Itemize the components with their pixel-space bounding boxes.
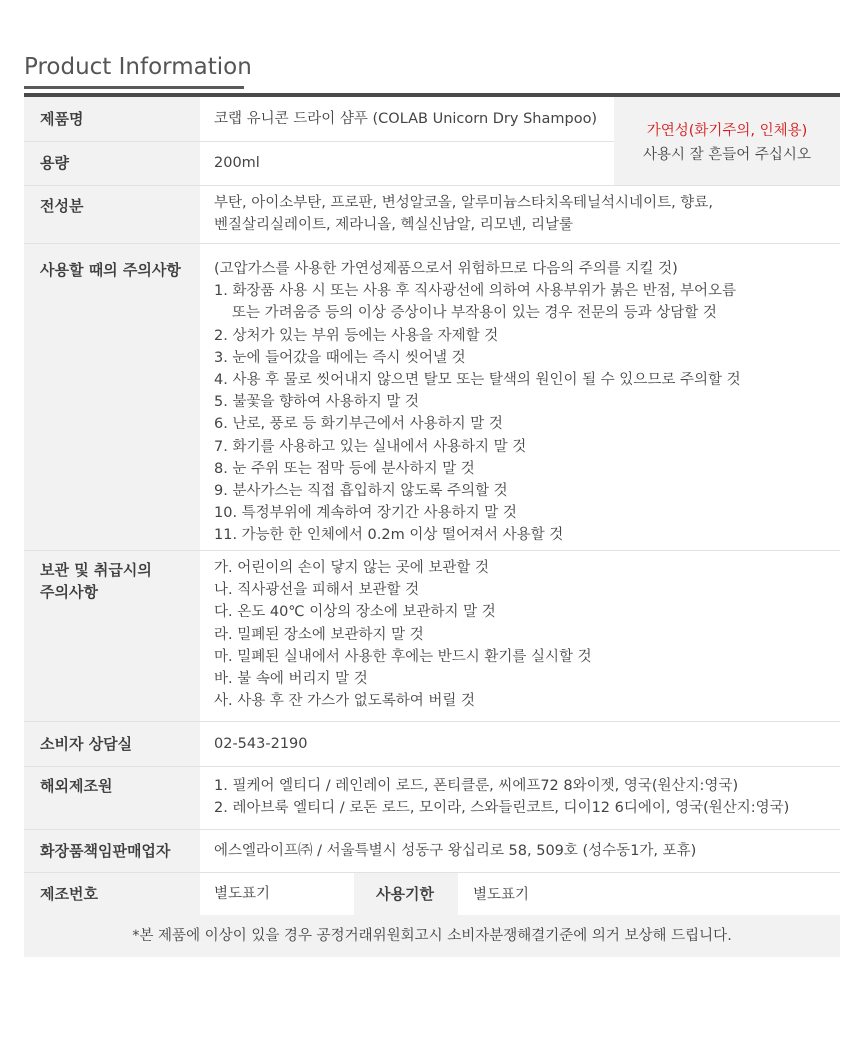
- row-label-cell: [24, 722, 200, 766]
- title-underline: [24, 86, 244, 89]
- row-label-cell: [24, 767, 200, 829]
- caution-side-note: [614, 97, 840, 185]
- caution-line: (고압가스를 사용한 가연성제품으로서 위험하므로 다음의 주의를 지킬 것): [214, 261, 678, 277]
- row-label-cell: [24, 244, 200, 550]
- section-title: Product Information: [24, 54, 252, 80]
- storage-line: 나. 직사광선을 피해서 보관할 것: [214, 582, 420, 599]
- manufacturer-line: 2. 레아브룩 엘티디 / 로돈 로드, 모이라, 스와들린코트, 디이12 6디에이, 영국(원산지:영국): [214, 800, 790, 817]
- row-manufacturer: [24, 767, 840, 830]
- flammable-warning: 가연성(화기주의, 인체용): [646, 123, 808, 139]
- lot-value: 별도표기: [214, 886, 271, 902]
- storage-line: 사. 사용 후 잔 가스가 없도록하여 버릴 것: [214, 693, 475, 710]
- caution-line: 8. 눈 주위 또는 점막 등에 분사하지 말 것: [214, 460, 475, 477]
- expiry-label-cell: [354, 873, 458, 915]
- row-label-cell: [24, 186, 200, 243]
- caution-line: 3. 눈에 들어갔을 때에는 즉시 씻어낼 것: [214, 349, 466, 366]
- caution-line: 5. 불꽃을 향하여 사용하지 말 것: [214, 394, 419, 411]
- row-label-cell: [24, 830, 200, 872]
- consumer-center-label: 소비자 상담실: [40, 735, 133, 753]
- ingredients-label: 전성분: [40, 197, 84, 215]
- row-usage-caution: [24, 244, 840, 551]
- usage-caution-label: 사용할 때의 주의사항: [40, 261, 181, 279]
- ingredients-line: 부탄, 아이소부탄, 프로판, 변성알코올, 알루미늄스타치옥테닐석시네이트, 향료,: [214, 195, 713, 211]
- row-label-cell: [24, 873, 200, 915]
- caution-line: 6. 난로, 풍로 등 화기부근에서 사용하지 말 것: [214, 416, 503, 433]
- manufacturer-list: [214, 775, 789, 819]
- storage-caution-list: [214, 557, 592, 712]
- manufacturer-label: 해외제조원: [40, 777, 113, 795]
- seller-label: 화장품책임판매업자: [40, 842, 171, 860]
- ingredients-line: 벤질살리실레이트, 제라니올, 헥실신남알, 리모넨, 리날룰: [214, 217, 574, 234]
- caution-line: 9. 분사가스는 직접 흡입하지 않도록 주의할 것: [214, 483, 508, 500]
- compensation-notice-text: *본 제품에 이상이 있을 경우 공정거래위원회고시 소비자분쟁해결기준에 의거 보상해 드립니다.: [132, 928, 732, 944]
- storage-line: 다. 온도 40℃ 이상의 장소에 보관하지 말 것: [214, 604, 496, 621]
- storage-line: 가. 어린이의 손이 닿지 않는 곳에 보관할 것: [214, 560, 489, 576]
- volume-value: 200ml: [214, 155, 260, 171]
- expiry-value: 별도표기: [473, 887, 530, 903]
- storage-line: 마. 밀폐된 실내에서 사용한 후에는 반드시 환기를 실시할 것: [214, 648, 592, 665]
- storage-line: 바. 불 속에 버리지 말 것: [214, 671, 368, 688]
- row-lot-expiry: [24, 873, 840, 915]
- storage-line: 라. 밀폐된 장소에 보관하지 말 것: [214, 626, 424, 643]
- storage-caution-label-1: 보관 및 취급시의: [40, 561, 152, 579]
- consumer-center-phone: 02-543-2190: [214, 736, 308, 752]
- lot-label: 제조번호: [40, 885, 98, 903]
- row-ingredients: [24, 186, 840, 244]
- caution-line: 7. 화기를 사용하고 있는 실내에서 사용하지 말 것: [214, 438, 527, 455]
- row-responsible-seller: [24, 830, 840, 873]
- row-storage-caution: [24, 551, 840, 722]
- shake-tip: 사용시 잘 흔들어 주십시오: [643, 147, 811, 163]
- seller-value: 에스엘라이프㈜ / 서울특별시 성동구 왕십리로 58, 509호 (성수동1가, 포휴): [214, 843, 697, 859]
- row-label-cell: [24, 551, 200, 721]
- caution-line: 또는 가려움증 등의 이상 증상이나 부작용이 있는 경우 전문의 등과 상담할 것: [232, 305, 717, 322]
- ingredients-value: [214, 192, 713, 236]
- product-name-value: 코랩 유니콘 드라이 샴푸 (COLAB Unicorn Dry Shampoo): [214, 111, 598, 127]
- manufacturer-line: 1. 필케어 엘티디 / 레인레이 로드, 폰티클룬, 씨에프72 8와이젯, 영국(원산지:영국): [214, 778, 739, 794]
- caution-line: 10. 특정부위에 계속하여 장기간 사용하지 말 것: [214, 505, 517, 522]
- row-consumer-center: [24, 722, 840, 767]
- compensation-notice: [24, 915, 840, 957]
- volume-label: 용량: [40, 154, 69, 172]
- expiry-label: 사용기한: [376, 885, 434, 903]
- row-label-cell: [24, 142, 200, 185]
- storage-caution-label-2: 주의사항: [40, 583, 98, 601]
- caution-line: 11. 가능한 한 인체에서 0.2m 이상 떨어져서 사용할 것: [214, 527, 564, 544]
- caution-line: 1. 화장품 사용 시 또는 사용 후 직사광선에 의하여 사용부위가 붉은 반점, 부어오름: [214, 283, 736, 300]
- usage-caution-list: [214, 258, 741, 547]
- caution-line: 2. 상처가 있는 부위 등에는 사용을 자제할 것: [214, 327, 499, 344]
- product-name-label: 제품명: [40, 110, 84, 128]
- caution-line: 4. 사용 후 물로 씻어내지 않으면 탈모 또는 탈색의 원인이 될 수 있으므로 주의할 것: [214, 372, 741, 389]
- row-label-cell: [24, 97, 200, 141]
